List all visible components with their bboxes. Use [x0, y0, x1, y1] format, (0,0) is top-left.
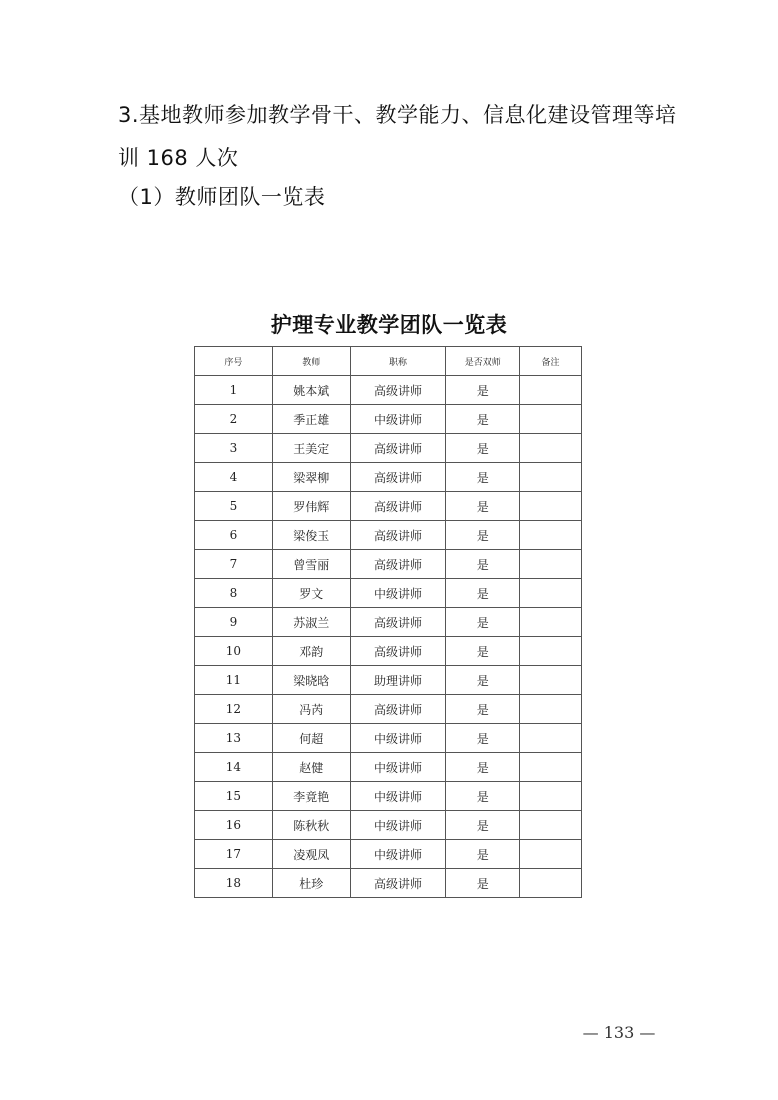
cell-index: 16	[195, 811, 273, 840]
cell-notes	[520, 666, 582, 695]
section-heading-line-1: 3.基地教师参加教学骨干、教学能力、信息化建设管理等培	[118, 103, 677, 127]
header-notes: 备注	[520, 347, 582, 376]
cell-teacher: 姚本斌	[272, 376, 350, 405]
cell-index: 18	[195, 869, 273, 898]
cell-index: 2	[195, 405, 273, 434]
cell-teacher: 曾雪丽	[272, 550, 350, 579]
cell-notes	[520, 724, 582, 753]
cell-title: 高级讲师	[350, 376, 446, 405]
cell-index: 8	[195, 579, 273, 608]
cell-dual-qualified: 是	[446, 376, 520, 405]
cell-index: 10	[195, 637, 273, 666]
table-row	[195, 521, 582, 550]
cell-notes	[520, 521, 582, 550]
cell-teacher: 梁俊玉	[272, 521, 350, 550]
cell-notes	[520, 782, 582, 811]
cell-teacher: 苏淑兰	[272, 608, 350, 637]
page-number: — 133 —	[582, 1023, 656, 1042]
cell-dual-qualified: 是	[446, 811, 520, 840]
header-index: 序号	[195, 347, 273, 376]
cell-title: 高级讲师	[350, 434, 446, 463]
cell-title: 中级讲师	[350, 811, 446, 840]
cell-teacher: 罗伟辉	[272, 492, 350, 521]
cell-teacher: 凌观凤	[272, 840, 350, 869]
cell-dual-qualified: 是	[446, 463, 520, 492]
cell-dual-qualified: 是	[446, 550, 520, 579]
cell-notes	[520, 637, 582, 666]
table-row	[195, 637, 582, 666]
cell-index: 6	[195, 521, 273, 550]
table-row	[195, 666, 582, 695]
table-row	[195, 782, 582, 811]
cell-title: 中级讲师	[350, 782, 446, 811]
cell-title: 高级讲师	[350, 463, 446, 492]
cell-index: 5	[195, 492, 273, 521]
cell-title: 中级讲师	[350, 724, 446, 753]
table-row	[195, 811, 582, 840]
cell-teacher: 梁晓晗	[272, 666, 350, 695]
table-row	[195, 376, 582, 405]
cell-title: 高级讲师	[350, 608, 446, 637]
cell-notes	[520, 579, 582, 608]
cell-teacher: 冯芮	[272, 695, 350, 724]
cell-dual-qualified: 是	[446, 782, 520, 811]
table-row	[195, 434, 582, 463]
header-teacher: 教师	[272, 347, 350, 376]
cell-dual-qualified: 是	[446, 753, 520, 782]
cell-title: 高级讲师	[350, 637, 446, 666]
table-row	[195, 840, 582, 869]
cell-title: 高级讲师	[350, 550, 446, 579]
cell-teacher: 何超	[272, 724, 350, 753]
table-title: 护理专业教学团队一览表	[270, 312, 508, 337]
table-header-row	[195, 347, 582, 376]
cell-notes	[520, 608, 582, 637]
cell-dual-qualified: 是	[446, 840, 520, 869]
table-row	[195, 550, 582, 579]
cell-title: 高级讲师	[350, 695, 446, 724]
cell-notes	[520, 753, 582, 782]
cell-teacher: 王美定	[272, 434, 350, 463]
header-title: 职称	[350, 347, 446, 376]
table-body	[195, 376, 582, 898]
cell-dual-qualified: 是	[446, 579, 520, 608]
table-row	[195, 695, 582, 724]
table-row	[195, 724, 582, 753]
cell-notes	[520, 695, 582, 724]
section-heading-line-2: 训 168 人次	[118, 146, 239, 170]
table-row	[195, 405, 582, 434]
cell-dual-qualified: 是	[446, 724, 520, 753]
cell-teacher: 李竟艳	[272, 782, 350, 811]
cell-index: 4	[195, 463, 273, 492]
cell-index: 15	[195, 782, 273, 811]
table-row	[195, 463, 582, 492]
cell-index: 14	[195, 753, 273, 782]
cell-index: 9	[195, 608, 273, 637]
cell-dual-qualified: 是	[446, 695, 520, 724]
cell-index: 13	[195, 724, 273, 753]
cell-index: 17	[195, 840, 273, 869]
cell-notes	[520, 492, 582, 521]
cell-title: 高级讲师	[350, 869, 446, 898]
cell-notes	[520, 840, 582, 869]
cell-title: 助理讲师	[350, 666, 446, 695]
cell-index: 11	[195, 666, 273, 695]
cell-notes	[520, 376, 582, 405]
subsection-heading: （1）教师团队一览表	[118, 185, 326, 209]
cell-notes	[520, 434, 582, 463]
cell-notes	[520, 463, 582, 492]
cell-notes	[520, 869, 582, 898]
cell-teacher: 罗文	[272, 579, 350, 608]
cell-teacher: 梁翠柳	[272, 463, 350, 492]
cell-dual-qualified: 是	[446, 608, 520, 637]
table-row	[195, 608, 582, 637]
cell-dual-qualified: 是	[446, 492, 520, 521]
teaching-team-table	[194, 346, 582, 898]
cell-title: 高级讲师	[350, 521, 446, 550]
cell-dual-qualified: 是	[446, 434, 520, 463]
cell-index: 1	[195, 376, 273, 405]
cell-index: 12	[195, 695, 273, 724]
cell-dual-qualified: 是	[446, 869, 520, 898]
cell-notes	[520, 405, 582, 434]
table-row	[195, 492, 582, 521]
cell-notes	[520, 550, 582, 579]
cell-dual-qualified: 是	[446, 405, 520, 434]
cell-dual-qualified: 是	[446, 521, 520, 550]
cell-title: 中级讲师	[350, 579, 446, 608]
table-row	[195, 579, 582, 608]
cell-title: 中级讲师	[350, 840, 446, 869]
table-row	[195, 753, 582, 782]
cell-title: 高级讲师	[350, 492, 446, 521]
cell-dual-qualified: 是	[446, 637, 520, 666]
cell-teacher: 邓韵	[272, 637, 350, 666]
cell-notes	[520, 811, 582, 840]
cell-teacher: 赵健	[272, 753, 350, 782]
table-row	[195, 869, 582, 898]
cell-teacher: 杜珍	[272, 869, 350, 898]
cell-title: 中级讲师	[350, 753, 446, 782]
cell-teacher: 季正雄	[272, 405, 350, 434]
cell-title: 中级讲师	[350, 405, 446, 434]
cell-dual-qualified: 是	[446, 666, 520, 695]
cell-teacher: 陈秋秋	[272, 811, 350, 840]
header-dual-qualified: 是否双师	[446, 347, 520, 376]
cell-index: 3	[195, 434, 273, 463]
cell-index: 7	[195, 550, 273, 579]
